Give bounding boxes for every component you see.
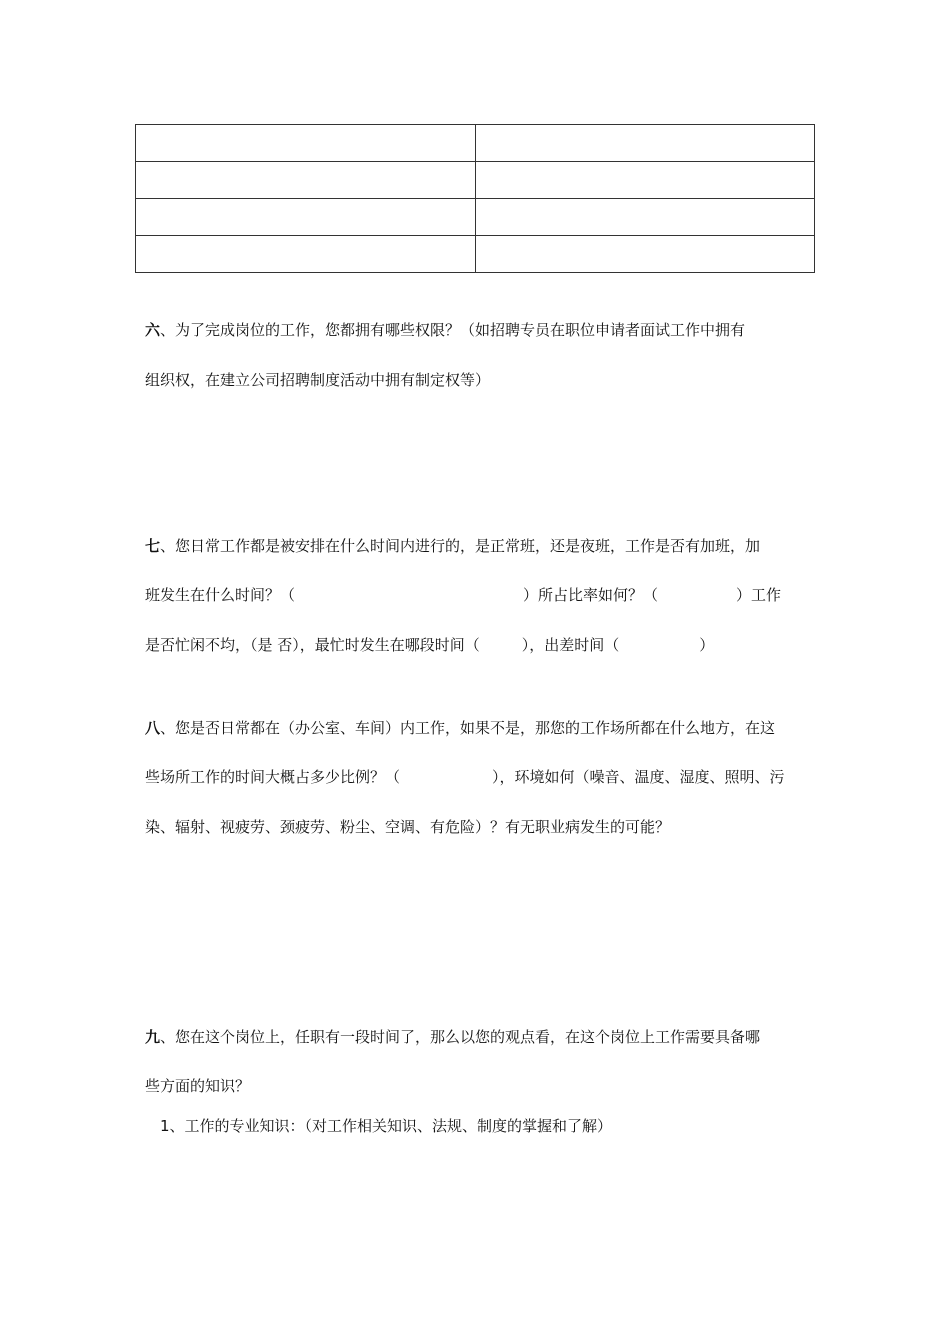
q8-line-1 xyxy=(145,717,810,739)
table-row xyxy=(136,199,815,236)
table-cell xyxy=(475,236,815,273)
blank-table-body xyxy=(136,125,815,273)
q8-text-2a: 些场所工作的时间大概占多少比例？（ xyxy=(145,768,401,786)
q7-text-2c: ）工作 xyxy=(736,586,782,604)
q7-number: 七 xyxy=(145,537,161,555)
q7-line-1 xyxy=(145,535,810,557)
q9-item-1-text: 1、工作的专业知识：（对工作相关知识、法规、制度的掌握和了解） xyxy=(160,1117,613,1135)
q7-text-3c: ） xyxy=(699,636,715,654)
q7-text-2a: 班发生在什么时间？（ xyxy=(145,586,296,604)
q8-line-2 xyxy=(145,766,810,788)
q7-text-2b: ）所占比率如何？（ xyxy=(523,586,659,604)
blank-table xyxy=(135,124,815,273)
q9-line-2 xyxy=(145,1075,810,1097)
q9-text-1: 、您在这个岗位上，任职有一段时间了，那么以您的观点看，在这个岗位上工作需要具备哪 xyxy=(160,1028,761,1046)
table-cell xyxy=(475,162,815,199)
table-cell xyxy=(136,162,476,199)
table-row xyxy=(136,236,815,273)
q6-text-1: 、为了完成岗位的工作，您都拥有哪些权限？（如招聘专员在职位申请者面试工作中拥有 xyxy=(160,321,746,339)
q6-number: 六 xyxy=(145,321,161,339)
table-cell xyxy=(136,236,476,273)
q6-line-1 xyxy=(145,319,810,341)
table-cell xyxy=(475,199,815,236)
q8-text-3: 染、辐射、视疲劳、颈疲劳、粉尘、空调、有危险）？有无职业病发生的可能？ xyxy=(145,818,671,836)
q7-text-1: 、您日常工作都是被安排在什么时间内进行的，是正常班，还是夜班，工作是否有加班，加 xyxy=(160,537,761,555)
q9-item-1 xyxy=(160,1115,825,1137)
q9-number: 九 xyxy=(145,1028,161,1046)
table-cell xyxy=(475,125,815,162)
q7-line-2 xyxy=(145,584,810,606)
table-cell xyxy=(136,199,476,236)
q9-line-1 xyxy=(145,1026,810,1048)
q8-text-1: 、您是否日常都在（办公室、车间）内工作，如果不是，那您的工作场所都在什么地方，在这 xyxy=(160,719,776,737)
q8-text-2b: ），环境如何（噪音、温度、湿度、照明、污 xyxy=(492,768,785,786)
q7-text-3a: 是否忙闲不均，（是 否），最忙时发生在哪段时间（ xyxy=(145,636,480,654)
table-row xyxy=(136,162,815,199)
q8-line-3 xyxy=(145,816,810,838)
q6-line-2 xyxy=(145,369,810,391)
table-row xyxy=(136,125,815,162)
q9-text-2: 些方面的知识？ xyxy=(145,1077,251,1095)
q7-line-3 xyxy=(145,634,810,656)
q6-text-2: 组织权，在建立公司招聘制度活动中拥有制定权等） xyxy=(145,371,491,389)
q8-number: 八 xyxy=(145,719,161,737)
table-cell xyxy=(136,125,476,162)
q7-text-3b: ），出差时间（ xyxy=(521,636,620,654)
